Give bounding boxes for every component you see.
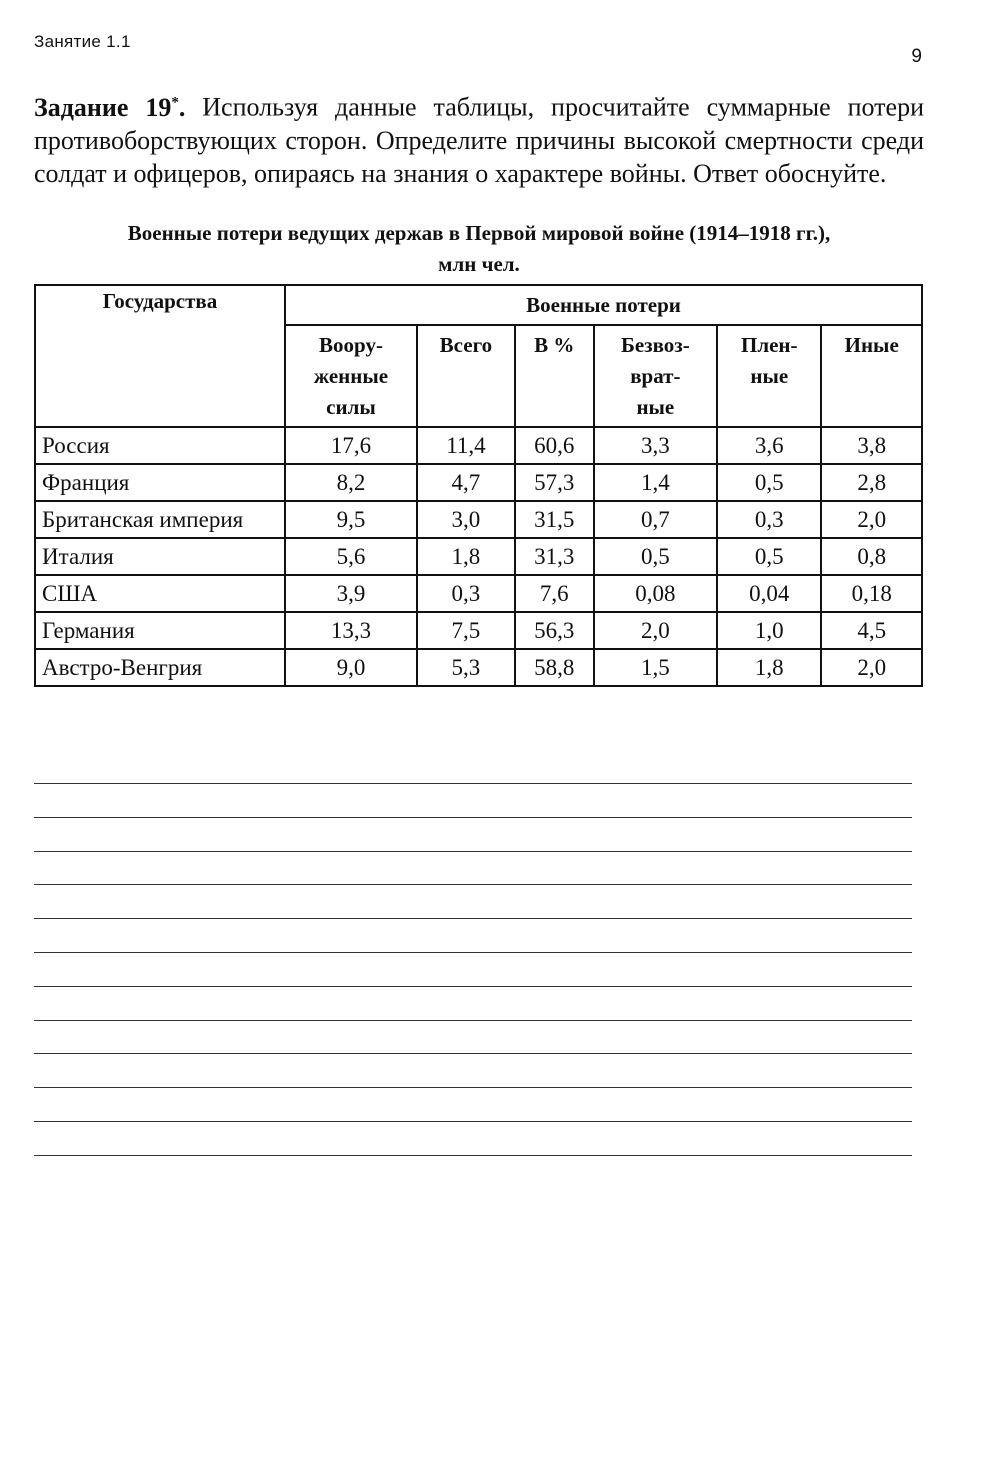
value-cell: 5,6 xyxy=(285,538,417,575)
answer-line[interactable] xyxy=(34,1121,912,1122)
country-cell: Россия xyxy=(35,427,285,464)
value-cell: 0,08 xyxy=(594,575,718,612)
value-cell: 7,6 xyxy=(515,575,594,612)
column-header-sub: Воору- женные силы xyxy=(285,325,417,427)
value-cell: 2,0 xyxy=(821,501,922,538)
losses-table xyxy=(34,284,923,687)
value-cell: 9,0 xyxy=(285,649,417,686)
value-cell: 31,5 xyxy=(515,501,594,538)
column-header-sub: Всего xyxy=(417,325,515,427)
value-cell: 0,18 xyxy=(821,575,922,612)
value-cell: 1,0 xyxy=(717,612,821,649)
answer-line[interactable] xyxy=(34,884,912,885)
column-header-sub: Иные xyxy=(821,325,922,427)
answer-line[interactable] xyxy=(34,918,912,919)
value-cell: 0,5 xyxy=(594,538,718,575)
table-row xyxy=(35,427,922,464)
answer-line[interactable] xyxy=(34,1053,912,1054)
value-cell: 0,8 xyxy=(821,538,922,575)
country-cell: Австро-Венгрия xyxy=(35,649,285,686)
value-cell: 0,5 xyxy=(717,464,821,501)
value-cell: 2,0 xyxy=(821,649,922,686)
answer-line[interactable] xyxy=(34,986,912,987)
value-cell: 3,8 xyxy=(821,427,922,464)
table-row xyxy=(35,464,922,501)
value-cell: 0,04 xyxy=(717,575,821,612)
value-cell: 1,8 xyxy=(417,538,515,575)
answer-line[interactable] xyxy=(34,952,912,953)
column-header-country: Государства xyxy=(35,285,285,427)
table-caption xyxy=(34,218,924,280)
answer-line[interactable] xyxy=(34,1155,912,1156)
value-cell: 3,6 xyxy=(717,427,821,464)
value-cell: 4,7 xyxy=(417,464,515,501)
value-cell: 5,3 xyxy=(417,649,515,686)
value-cell: 0,5 xyxy=(717,538,821,575)
column-header-sub: Плен- ные xyxy=(717,325,821,427)
column-header-sub: Безвоз- врат- ные xyxy=(594,325,718,427)
task-marker: * xyxy=(171,94,179,110)
answer-line[interactable] xyxy=(34,851,912,852)
answer-line[interactable] xyxy=(34,783,912,784)
table-row xyxy=(35,538,922,575)
value-cell: 3,3 xyxy=(594,427,718,464)
value-cell: 13,3 xyxy=(285,612,417,649)
value-cell: 60,6 xyxy=(515,427,594,464)
value-cell: 1,8 xyxy=(717,649,821,686)
table-caption-line1: Военные потери ведущих держав в Первой мировой войне (1914–1918 гг.), xyxy=(127,221,831,245)
table-row xyxy=(35,575,922,612)
value-cell: 0,3 xyxy=(717,501,821,538)
value-cell: 2,0 xyxy=(594,612,718,649)
table-row xyxy=(35,612,922,649)
column-header-military-losses: Военные потери xyxy=(285,285,922,325)
value-cell: 57,3 xyxy=(515,464,594,501)
table-row xyxy=(35,649,922,686)
value-cell: 31,3 xyxy=(515,538,594,575)
value-cell: 0,3 xyxy=(417,575,515,612)
value-cell: 56,3 xyxy=(515,612,594,649)
value-cell: 9,5 xyxy=(285,501,417,538)
answer-line[interactable] xyxy=(34,1087,912,1088)
country-cell: США xyxy=(35,575,285,612)
task-text: Используя данные таблицы, просчитайте суммарные потери противоборствующих сторон. Определите причины высокой смертности среди солдат и офицеров, опираясь на знания о характере войны. Ответ обоснуйте. xyxy=(34,92,924,188)
column-header-sub: В % xyxy=(515,325,594,427)
value-cell: 1,5 xyxy=(594,649,718,686)
value-cell: 3,9 xyxy=(285,575,417,612)
value-cell: 3,0 xyxy=(417,501,515,538)
task-label: Задание 19*. xyxy=(34,92,186,122)
country-cell: Италия xyxy=(35,538,285,575)
value-cell: 17,6 xyxy=(285,427,417,464)
table-caption-line2: млн чел. xyxy=(438,252,520,276)
value-cell: 58,8 xyxy=(515,649,594,686)
table-row xyxy=(35,501,922,538)
value-cell: 8,2 xyxy=(285,464,417,501)
page-number: 9 xyxy=(911,46,922,67)
task-paragraph xyxy=(34,86,924,190)
value-cell: 1,4 xyxy=(594,464,718,501)
value-cell: 2,8 xyxy=(821,464,922,501)
value-cell: 0,7 xyxy=(594,501,718,538)
country-cell: Британская империя xyxy=(35,501,285,538)
value-cell: 7,5 xyxy=(417,612,515,649)
value-cell: 11,4 xyxy=(417,427,515,464)
answer-line[interactable] xyxy=(34,1020,912,1021)
value-cell: 4,5 xyxy=(821,612,922,649)
running-head: Занятие 1.1 xyxy=(34,32,131,51)
country-cell: Германия xyxy=(35,612,285,649)
country-cell: Франция xyxy=(35,464,285,501)
answer-line[interactable] xyxy=(34,817,912,818)
